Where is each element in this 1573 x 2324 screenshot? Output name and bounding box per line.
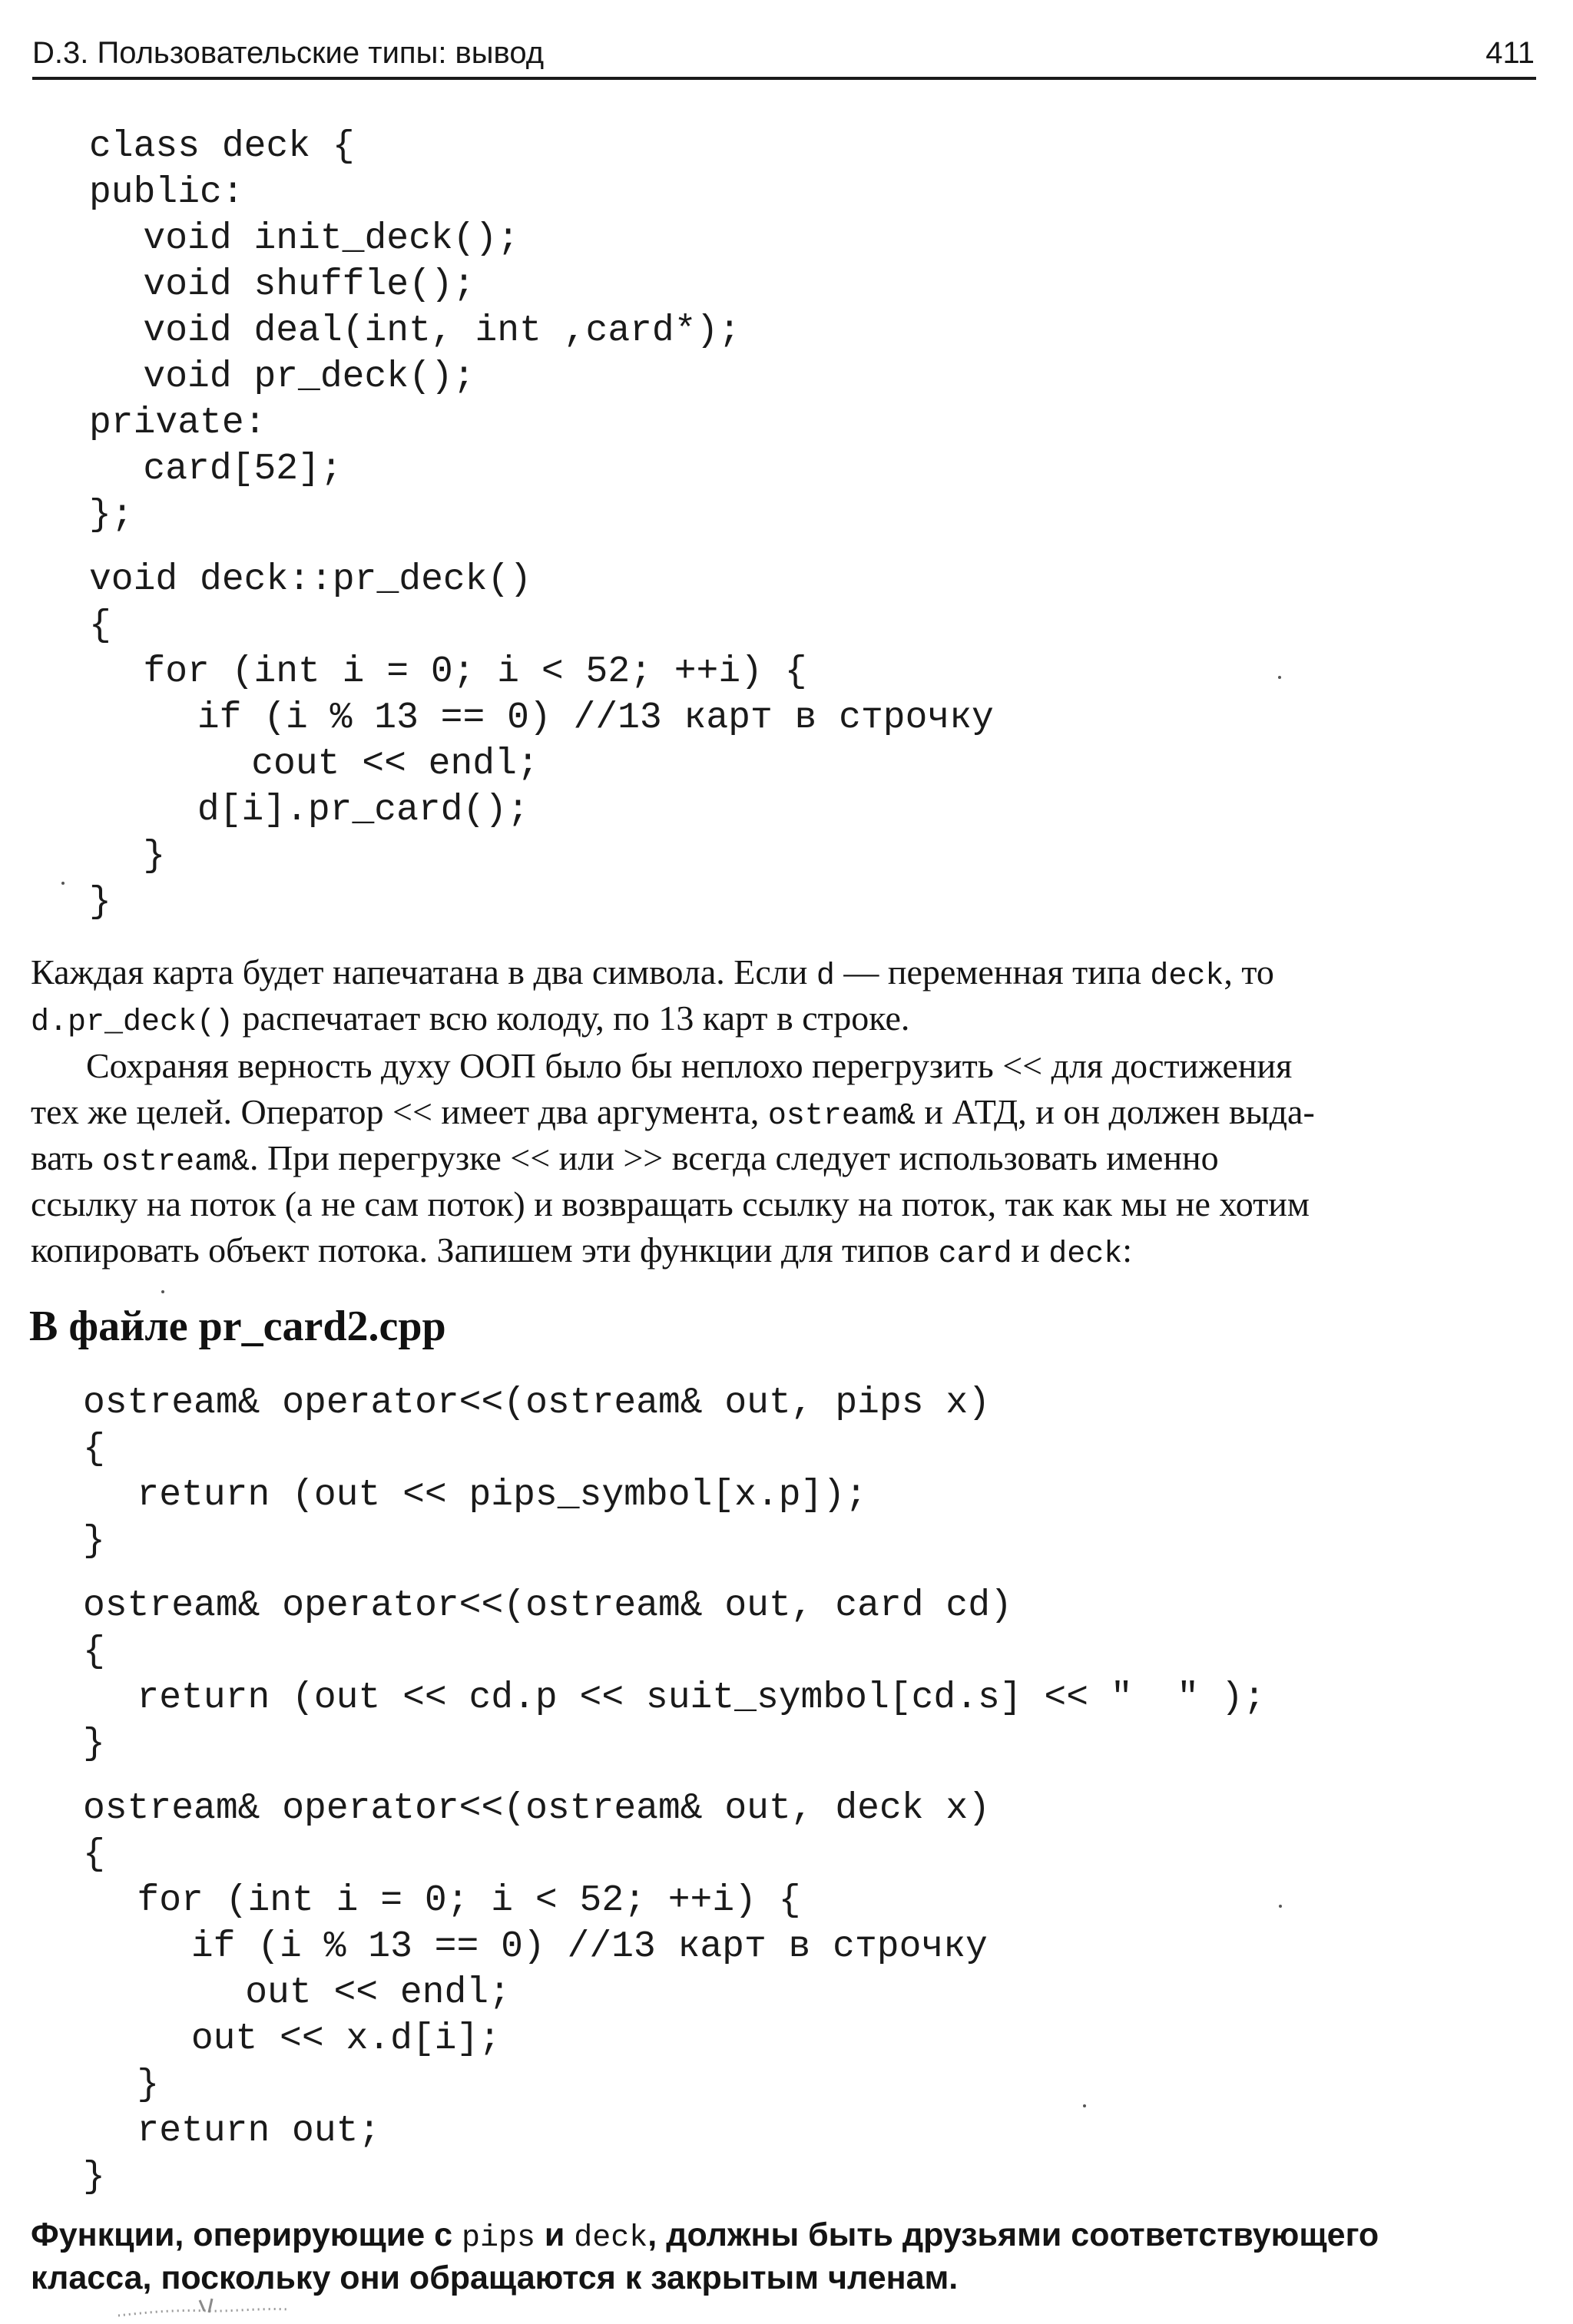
code-line: public:	[89, 172, 244, 214]
code-line: void init_deck();	[77, 218, 520, 260]
inline-code: ostream&	[767, 1099, 916, 1134]
paragraph-line: тех же целей. Оператор << имеет два аргумента, ostream& и АТД, и он должен выда-	[31, 1092, 1315, 1134]
code-line: for (int i = 0; i < 52; ++i) {	[71, 1880, 801, 1922]
code-line: {	[83, 1834, 105, 1875]
code-line: class deck {	[89, 126, 355, 167]
code-line: ostream& operator<<(ostream& out, pips x)	[83, 1382, 990, 1424]
inline-code: d	[816, 959, 835, 994]
code-line: private:	[89, 402, 267, 444]
inline-code: card	[938, 1237, 1012, 1272]
code-line: void deck::pr_deck()	[89, 559, 532, 601]
scan-speck	[61, 882, 65, 885]
scan-speck	[1279, 1905, 1282, 1908]
inline-code: ostream&	[101, 1145, 250, 1180]
paragraph-line: d.pr_deck() распечатает всю колоду, по 13 карт в строке.	[31, 998, 910, 1040]
code-line: out << x.d[i];	[58, 2018, 502, 2060]
paragraph-line: ссылку на поток (а не сам поток) и возвращать ссылку на поток, так как мы не хотим	[31, 1184, 1310, 1223]
code-line: ostream& operator<<(ostream& out, card cd)	[83, 1585, 1012, 1627]
paragraph-line: Каждая карта будет напечатана в два символа. Если d — переменная типа deck, то	[31, 952, 1274, 994]
code-line: return (out << pips_symbol[x.p]);	[71, 1475, 867, 1516]
code-line: cout << endl;	[52, 743, 539, 785]
inline-code: d.pr_deck()	[31, 1005, 234, 1040]
code-line: void shuffle();	[77, 264, 475, 306]
running-header	[32, 29, 1536, 80]
code-line: out << endl;	[46, 1972, 511, 2014]
inline-code: pips	[461, 2221, 535, 2256]
code-line: ostream& operator<<(ostream& out, deck x)	[83, 1788, 990, 1829]
code-line: }	[83, 1723, 105, 1765]
paragraph-line: класса, поскольку они обращаются к закрытым членам.	[31, 2259, 959, 2296]
scan-speck	[161, 1290, 164, 1293]
scan-speck	[1278, 676, 1281, 679]
file-heading: В файле pr_card2.cpp	[29, 1303, 446, 1350]
paragraph-line: Сохраняя верность духу ООП было бы неплохо перегрузить << для достижения	[86, 1046, 1293, 1085]
code-line: card[52];	[77, 449, 343, 490]
code-line: return (out << cd.p << suit_symbol[cd.s] << " " );	[71, 1677, 1266, 1719]
code-line: {	[83, 1428, 105, 1470]
paragraph-line: копировать объект потока. Запишем эти функции для типов card и deck:	[31, 1230, 1133, 1272]
section-title: D.3. Пользовательские типы: вывод	[32, 36, 545, 70]
code-line: }	[83, 2157, 105, 2198]
code-line: if (i % 13 == 0) //13 карт в строчку	[58, 1926, 988, 1968]
code-line: return out;	[71, 2110, 381, 2152]
code-line: };	[89, 495, 134, 536]
page-number: 411	[1485, 36, 1535, 70]
code-line: {	[89, 605, 111, 647]
code-line: d[i].pr_card();	[65, 790, 529, 831]
inline-code: deck	[574, 2221, 648, 2256]
code-line: }	[83, 1521, 105, 1562]
code-line: }	[89, 882, 111, 923]
code-line: for (int i = 0; i < 52; ++i) {	[77, 651, 807, 693]
code-line: void pr_deck();	[77, 356, 475, 398]
scan-speck	[1083, 2104, 1086, 2107]
code-line: }	[77, 836, 166, 877]
inline-code: deck	[1048, 1237, 1123, 1272]
code-line: if (i % 13 == 0) //13 карт в строчку	[65, 697, 994, 739]
code-line: void deal(int, int ,card*);	[77, 310, 741, 352]
scan-smudge	[115, 2293, 292, 2320]
inline-code: deck	[1150, 959, 1224, 994]
paragraph-line: Функции, оперирующие с pips и deck, должны быть друзьями соответствующего	[31, 2216, 1379, 2256]
code-line: }	[71, 2064, 160, 2106]
paragraph-line: вать ostream&. При перегрузке << или >> всегда следует использовать именно	[31, 1138, 1219, 1180]
code-line: {	[83, 1631, 105, 1673]
